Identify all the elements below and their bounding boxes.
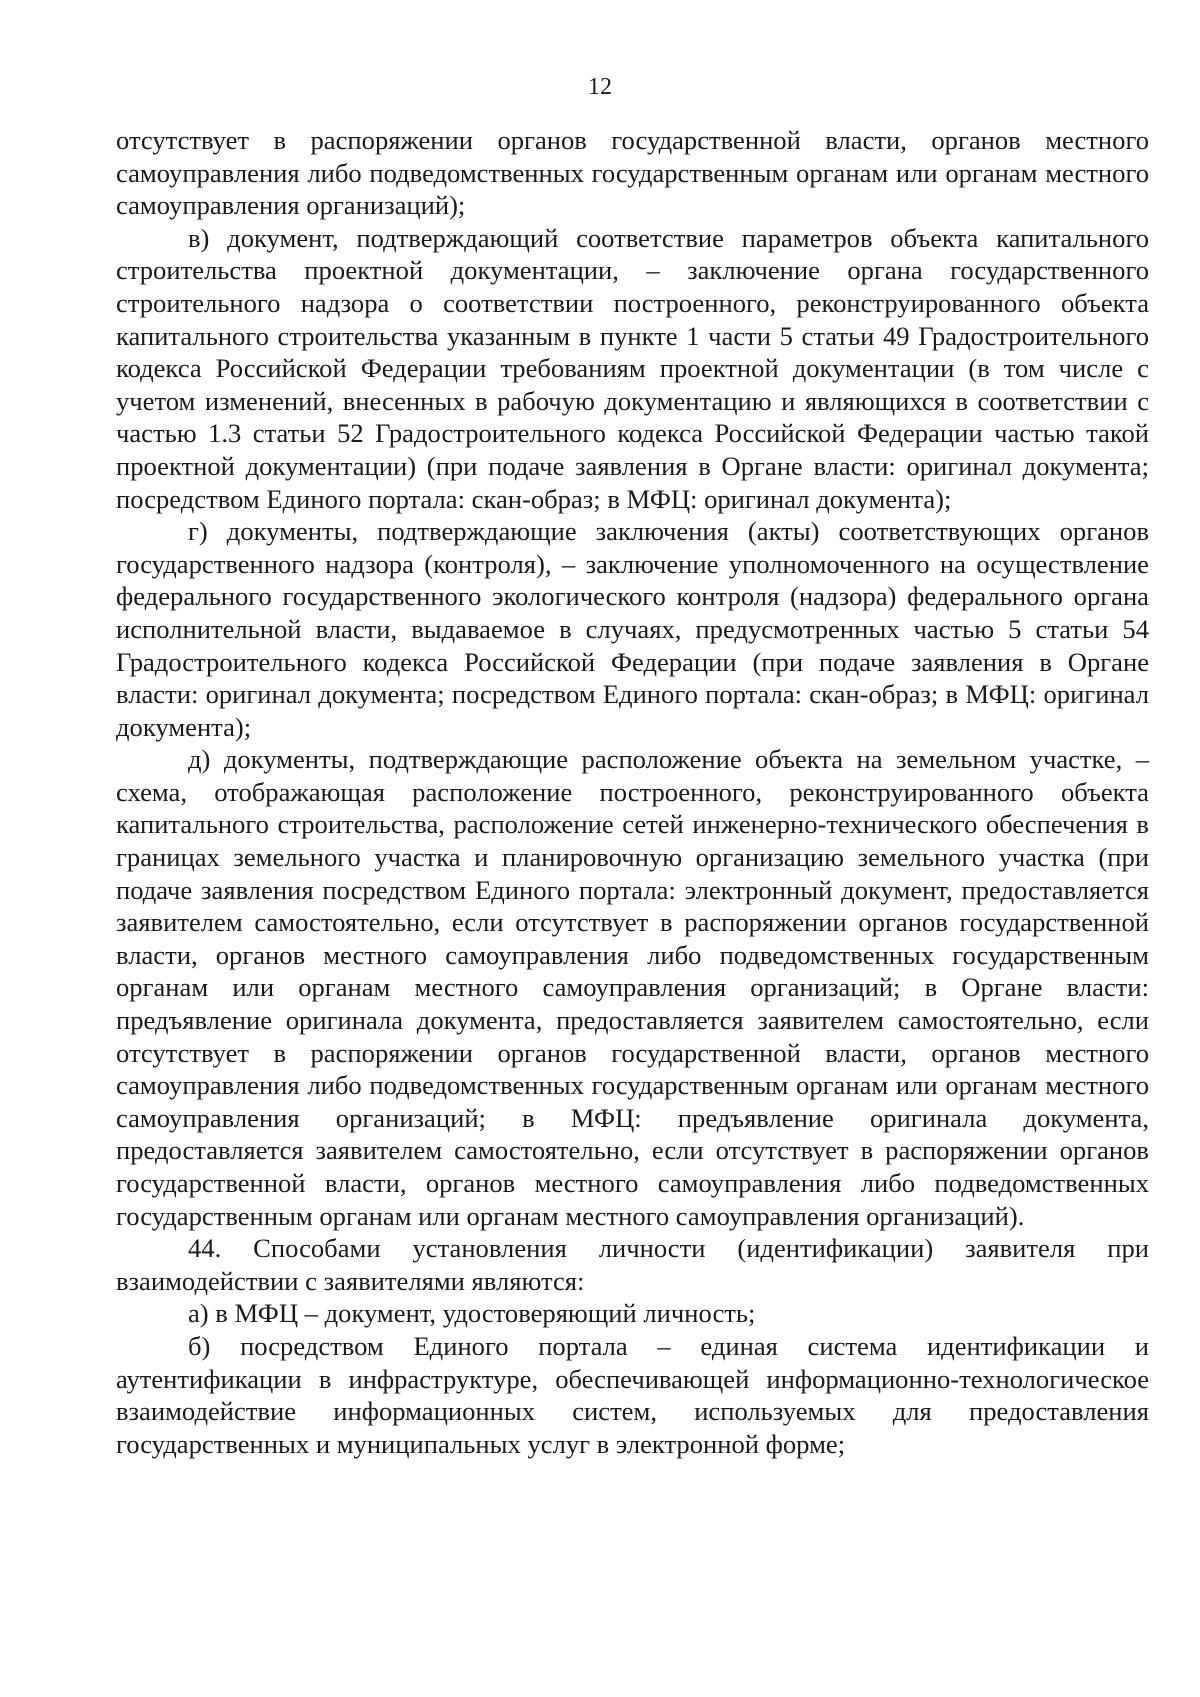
paragraph-item-d: д) документы, подтверждающие расположение объекта на земельном участке, – схема, отображающая расположение построенного, реконструированного объекта капитального строительства, расположение сетей инженерно-технического обеспечения в границах земельного участка и планировочную организацию земельного участка (при подаче заявления посредством Единого портала: электронный документ, предоставляется заявителем самостоятельно, если отсутствует в распоряжении органов государственной власти, органов местного самоуправления либо подведомственных государственным органам или органам местного самоуправления организаций; в Органе власти: предъявление оригинала документа, предоставляется заявителем самостоятельно, если отсутствует в распоряжении органов государственной власти, органов местного самоуправления либо подведомственных государственным органам или органам местного самоуправления организаций; в МФЦ: предъявление оригинала документа, предоставляется заявителем самостоятельно, если отсутствует в распоряжении органов государственной власти, органов местного самоуправления либо подведомственных государственным органам или органам местного самоуправления организаций). [116,744,1149,1231]
paragraph-item-a: а) в МФЦ – документ, удостоверяющий личность; [188,1298,756,1329]
paragraph-item-v: в) документ, подтверждающий соответствие параметров объекта капитального строительства проектной документации, – заключение органа государственного строительного надзора о соответствии построенного, реконструированного объекта капитального строительства указанным в пункте 1 части 5 статьи 49 Градостроительного кодекса Российской Федерации требованиям проектной документации (в том числе с учетом изменений, внесенных в рабочую документацию и являющихся в соответствии с частью 1.3 статьи 52 Градостроительного кодекса Российской Федерации частью такой проектной документации) (при подаче заявления в Органе власти: оригинал документа; посредством Единого портала: скан-образ; в МФЦ: оригинал документа); [116,222,1149,514]
paragraph-continuation: отсутствует в распоряжении органов государственной власти, органов местного самоуправления либо подведомственных государственным органам или органам местного самоуправления организаций); [116,125,1149,221]
paragraph-clause-44: 44. Способами установления личности (идентификации) заявителя при взаимодействии с заявителями являются: [116,1233,1149,1296]
page-number: 12 [588,74,612,100]
paragraph-item-b: б) посредством Единого портала – единая система идентификации и аутентификации в инфраструктуре, обеспечивающей информационно-технологическое взаимодействие информационных систем, используемых для предоставления государственных и муниципальных услуг в электронной форме; [116,1330,1149,1459]
document-body [116,124,1149,1460]
paragraph-item-g: г) документы, подтверждающие заключения (акты) соответствующих органов государственного надзора (контроля), – заключение уполномоченного на осуществление федерального государственного экологического контроля (надзора) федерального органа исполнительной власти, выдаваемое в случаях, предусмотренных частью 5 статьи 54 Градостроительного кодекса Российской Федерации (при подаче заявления в Органе власти: оригинал документа; посредством Единого портала: скан-образ; в МФЦ: оригинал документа); [116,516,1149,742]
